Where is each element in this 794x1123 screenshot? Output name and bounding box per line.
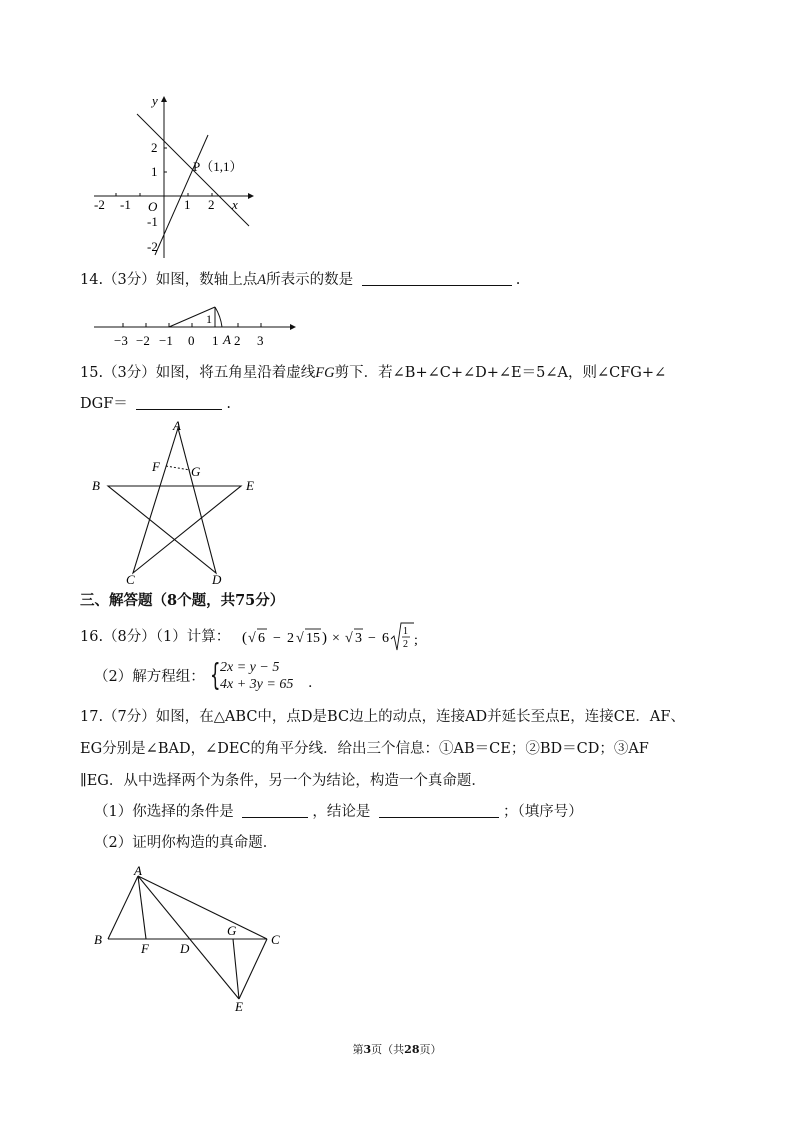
svg-text:15: 15	[306, 631, 320, 646]
q15-answer-blank[interactable]	[136, 395, 222, 410]
section-3-title	[80, 591, 284, 611]
segment-ab	[108, 876, 138, 939]
segment-ac	[138, 876, 267, 939]
svg-text:6: 6	[382, 631, 389, 646]
question-16-part-2	[94, 667, 205, 687]
label-e: E	[246, 478, 254, 493]
cut-line-fg	[166, 466, 190, 470]
question-15-line-1	[80, 363, 666, 383]
number-line-arrow	[290, 324, 296, 330]
footer-page: 3	[363, 1043, 372, 1056]
question-15-line-2	[80, 394, 231, 414]
x-axis-label: x	[232, 197, 238, 212]
compass-arc	[215, 307, 222, 327]
svg-text:;: ;	[414, 633, 418, 648]
x-tick-label: 2	[208, 197, 215, 212]
origin-label: O	[148, 199, 158, 214]
pentagram-figure	[86, 414, 276, 590]
q14-end: .	[515, 272, 521, 288]
pentagram	[108, 428, 241, 573]
equation-period: .	[308, 675, 313, 691]
label-g: G	[191, 464, 201, 479]
q14-answer-blank[interactable]	[362, 271, 512, 286]
y-tick-label: 1	[151, 164, 158, 179]
q17-condition-blank[interactable]	[242, 803, 308, 818]
q15-end: .	[226, 396, 231, 412]
label-a: A	[173, 418, 181, 433]
q15-text-c: DGF＝	[80, 396, 128, 412]
segment-ce	[239, 939, 267, 999]
svg-text:√: √	[248, 631, 256, 646]
footer-a: 第	[352, 1043, 364, 1056]
question-16-part-1	[80, 627, 230, 647]
tick-label: 2	[234, 333, 241, 348]
svg-text:−: −	[368, 631, 376, 646]
unit-label: 1	[206, 312, 212, 326]
svg-text:): )	[322, 630, 327, 646]
label-f: F	[141, 941, 149, 956]
page-footer	[0, 1041, 794, 1057]
footer-c: 页（共	[371, 1043, 405, 1056]
point-p-label: P（1,1）	[193, 159, 243, 174]
svg-text:3: 3	[355, 631, 362, 646]
svg-text:×: ×	[332, 631, 340, 646]
equation-1: 2x = y − 5	[220, 660, 280, 675]
section-title-e: 分）	[255, 592, 285, 609]
x-axis-arrow	[248, 193, 254, 199]
segment-ae	[138, 876, 239, 999]
svg-text:√: √	[296, 631, 304, 646]
y-axis-arrow	[161, 96, 167, 102]
q14-var: A	[257, 272, 267, 288]
tick-label: −3	[114, 333, 128, 348]
label-b: B	[94, 932, 102, 947]
svg-text:2: 2	[287, 631, 294, 646]
svg-text:(: (	[242, 630, 247, 646]
q17-line-2: EG分别是∠BAD，∠DEC的角平分线．给出三个信息：①AB＝CE；②BD＝CD；③AF	[80, 741, 649, 757]
q17-p1-a: （1）你选择的条件是	[94, 804, 234, 820]
q17-part-2: （2）证明你构造的真命题．	[94, 835, 278, 851]
svg-text:6: 6	[258, 631, 265, 646]
label-d: D	[212, 572, 222, 587]
tick-label: −2	[136, 333, 150, 348]
line-increasing	[155, 135, 208, 255]
q16-expression	[242, 620, 422, 654]
number-line	[90, 302, 305, 350]
section-title-score: 75	[235, 592, 256, 609]
svg-text:2: 2	[403, 639, 408, 650]
label-e: E	[235, 999, 243, 1012]
section-title-c: 个题，共	[177, 592, 236, 609]
svg-text:−: −	[273, 631, 281, 646]
label-c: C	[271, 932, 280, 947]
tick-label: 1	[212, 333, 219, 348]
label-b: B	[92, 478, 100, 493]
q16-part2-label: （2）解方程组：	[94, 669, 205, 685]
section-title-count: 8	[167, 592, 178, 609]
segment-af	[138, 876, 146, 939]
q17-line-1: 17.（7分）如图，在△ABC中，点D是BC边上的动点，连接AD并延长至点E，连接CE．AF、	[80, 709, 685, 725]
svg-text:1: 1	[403, 626, 408, 637]
q17-p1-c: ；（填序号）	[502, 804, 583, 820]
segment-eg	[233, 939, 239, 999]
brace-symbol: {	[210, 658, 221, 693]
footer-e: 页）	[419, 1043, 442, 1056]
q14-prefix: 14.（3分）如图，数轴上点	[80, 272, 258, 288]
y-tick-label: 2	[151, 140, 158, 155]
q17-line-3: ∥EG．从中选择两个为条件，另一个为结论，构造一个真命题．	[80, 773, 486, 789]
tick-label: 3	[257, 333, 264, 348]
equation-2: 4x + 3y = 65	[220, 677, 294, 692]
tick-label: −1	[159, 333, 173, 348]
label-a: A	[134, 863, 142, 878]
question-14	[80, 270, 520, 290]
label-c: C	[126, 572, 135, 587]
label-f: F	[152, 459, 160, 474]
triangle-figure	[90, 862, 290, 1012]
label-g: G	[227, 923, 237, 938]
q17-p1-b: ，结论是	[312, 804, 371, 820]
q16-part1-label: 16.（8分）（1）计算：	[80, 629, 231, 645]
q14-suffix: 所表示的数是	[266, 272, 354, 288]
y-axis-label: y	[152, 93, 158, 108]
y-tick-label: -1	[147, 214, 158, 229]
footer-total: 28	[404, 1043, 420, 1056]
q17-part-1	[94, 802, 583, 822]
tick-label: 0	[188, 333, 195, 348]
x-tick-label: -1	[120, 197, 131, 212]
q15-text-b: 剪下．若∠B+∠C+∠D+∠E＝5∠A，则∠CFG+∠	[334, 365, 667, 381]
label-d: D	[180, 941, 190, 956]
x-tick-label: 1	[184, 197, 191, 212]
x-tick-label: -2	[94, 197, 105, 212]
q15-text-a: 15.（3分）如图，将五角星沿着虚线	[80, 365, 316, 381]
section-title-a: 三、解答题（	[80, 592, 167, 609]
svg-text:√: √	[345, 631, 353, 646]
q15-var-fg: FG	[315, 365, 335, 381]
y-tick-label: -2	[147, 239, 158, 254]
q17-conclusion-blank[interactable]	[379, 803, 499, 818]
point-a-label: A	[223, 332, 231, 347]
coordinate-graph	[88, 90, 258, 260]
